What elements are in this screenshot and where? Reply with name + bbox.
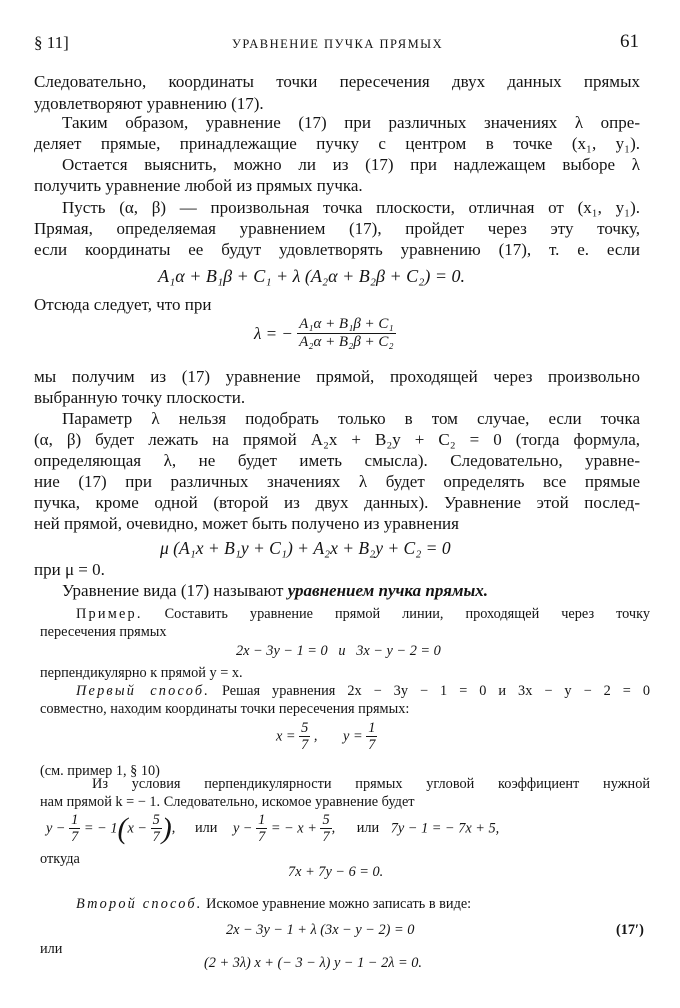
lambda-fraction: [297, 316, 396, 352]
equation-intersection: [276, 720, 377, 754]
text-line: Прямая, определяемая уравнением (17), пройдет через эту точку,: [34, 219, 640, 238]
eq6-or2: или: [356, 820, 380, 837]
section-marker: § 11]: [34, 33, 69, 52]
lambda-denominator: A₂α + B₂β + C₂: [299, 334, 394, 351]
method-one-label: Первый способ.: [76, 683, 211, 699]
eq6-frac-c: [151, 812, 162, 846]
equation-tag: (17′): [616, 922, 644, 938]
text-line: ние (17) при различных значениях λ будет определять все прямые: [34, 472, 640, 491]
text-line: при μ = 0.: [34, 560, 105, 579]
equation-given-lines: 2x − 3y − 1 = 0 и 3x − y − 2 = 0: [236, 643, 441, 659]
y-den: 7: [368, 737, 376, 754]
example-line: (см. пример 1, § 10): [40, 763, 160, 779]
eq6-b: = − 1: [83, 820, 118, 837]
equation-perpendicular: [46, 812, 499, 846]
text-line: мы получим из (17) уравнение прямой, проходящей через произвольно: [34, 367, 640, 386]
example-text: Составить уравнение прямой линии, проходящей через точку: [142, 606, 650, 622]
separator: ,: [313, 728, 318, 745]
definition-lead: Уравнение вида (17) называют: [62, 581, 288, 600]
example-line: нам прямой k = − 1. Следовательно, искомое уравнение будет: [40, 794, 415, 810]
eq6-fn: 5: [322, 812, 330, 828]
example-line: [76, 606, 650, 623]
method-two-label: Второй способ.: [76, 896, 203, 912]
method-two-text: Искомое уравнение можно записать в виде:: [202, 896, 472, 912]
example-label: Пример.: [76, 606, 143, 622]
text-line: (α, β) будет лежать на прямой A₂x + B₂y + C₂ = 0 (тогда формула,: [34, 430, 640, 449]
text-line: ней прямой, очевидно, может быть получено из уравнения: [34, 514, 459, 533]
y-num: 1: [368, 720, 376, 736]
eq6-d: ,: [171, 820, 176, 837]
example-line: откуда: [40, 851, 80, 867]
y-fraction: [366, 720, 377, 754]
lambda-lhs: λ = −: [254, 323, 293, 343]
eq6-c: x −: [127, 820, 148, 837]
y-lhs: y =: [343, 728, 363, 745]
text-line: определяющая λ, не будет иметь смысла). Следовательно, уравне-: [34, 451, 640, 470]
eq6-e: y −: [232, 820, 253, 837]
left-paren: (: [117, 811, 128, 845]
equation-mu: μ (A₁x + B₁y + C₁) + A₂x + B₂y + C₂ = 0: [160, 538, 451, 558]
example-line: перпендикулярно к прямой y = x.: [40, 665, 243, 681]
text-line: Таким образом, уравнение (17) при различных значениях λ опре-: [62, 113, 640, 132]
equation-lambda: [254, 316, 396, 352]
equation-result: 7x + 7y − 6 = 0.: [288, 864, 384, 880]
text-line: пучка, кроме одной (второй из двух данных). Уравнение этой послед-: [34, 493, 640, 512]
text-line: получить уравнение любой из прямых пучка.: [34, 176, 363, 195]
text-line: Остается выяснить, можно ли из (17) при надлежащем выборе λ: [62, 155, 640, 174]
eq6-g: ,: [331, 820, 336, 837]
text-line: Следовательно, координаты точки пересечения двух данных прямых: [34, 72, 640, 91]
running-title: УРАВНЕНИЕ ПУЧКА ПРЯМЫХ: [232, 37, 444, 51]
example-line: или: [40, 941, 63, 957]
example-line: пересечения прямых: [40, 624, 167, 640]
text-line-definition: [62, 581, 488, 601]
eq6-ed: 7: [258, 829, 266, 846]
eq6-fd: 7: [322, 829, 330, 846]
eq6-an: 1: [71, 812, 79, 828]
text-line: Отсюда следует, что при: [34, 295, 212, 314]
method-one-text: Решая уравнения 2x − 3y − 1 = 0 и 3x − y − 2 = 0: [210, 683, 650, 699]
eq6-cn: 5: [152, 812, 160, 828]
example-line: [76, 896, 471, 913]
lambda-numerator: A₁α + B₁β + C₁: [297, 316, 396, 334]
text-line: деляет прямые, принадлежащие пучку с центром в точке (x₁, y₁).: [34, 134, 640, 153]
eq6-cd: 7: [152, 829, 160, 846]
equation-pencil: 2x − 3y − 1 + λ (3x − y − 2) = 0: [226, 922, 415, 938]
example-line: совместно, находим координаты точки пересечения прямых:: [40, 701, 410, 717]
eq6-a: y −: [46, 820, 66, 837]
eq6-frac-f: [320, 812, 331, 846]
right-paren: ): [161, 811, 172, 845]
x-fraction: [299, 720, 310, 754]
x-den: 7: [301, 737, 309, 754]
equation-point-on-line: A₁α + B₁β + C₁ + λ (A₂α + B₂β + C₂) = 0.: [158, 266, 466, 286]
eq6-ad: 7: [71, 829, 79, 846]
eq6-f: = − x +: [270, 820, 317, 837]
text-line: Параметр λ нельзя подобрать только в том случае, если точка: [62, 409, 640, 428]
x-num: 5: [301, 720, 309, 736]
equation-expanded: (2 + 3λ) x + (− 3 − λ) y − 1 − 2λ = 0.: [204, 955, 422, 971]
page-number: 61: [620, 31, 639, 52]
eq6-en: 1: [258, 812, 266, 828]
eq6-frac-a: [69, 812, 80, 846]
text-line: удовлетворяют уравнению (17).: [34, 94, 264, 113]
text-line: если координаты ее будут удовлетворять уравнению (17), т. е. если: [34, 240, 640, 259]
definition-term: уравнением пучка прямых.: [287, 581, 489, 600]
text-line: Пусть (α, β) — произвольная точка плоскости, отличная от (x₁, y₁).: [62, 198, 640, 217]
text-line: выбранную точку плоскости.: [34, 388, 246, 407]
eq6-frac-e: [256, 812, 267, 846]
example-line: [76, 683, 650, 700]
x-lhs: x =: [276, 728, 296, 745]
eq6-h: 7y − 1 = − 7x + 5,: [390, 820, 500, 837]
example-line: Из условия перпендикулярности прямых угловой коэффициент нужной: [92, 776, 650, 792]
eq6-or1: или: [194, 820, 218, 837]
